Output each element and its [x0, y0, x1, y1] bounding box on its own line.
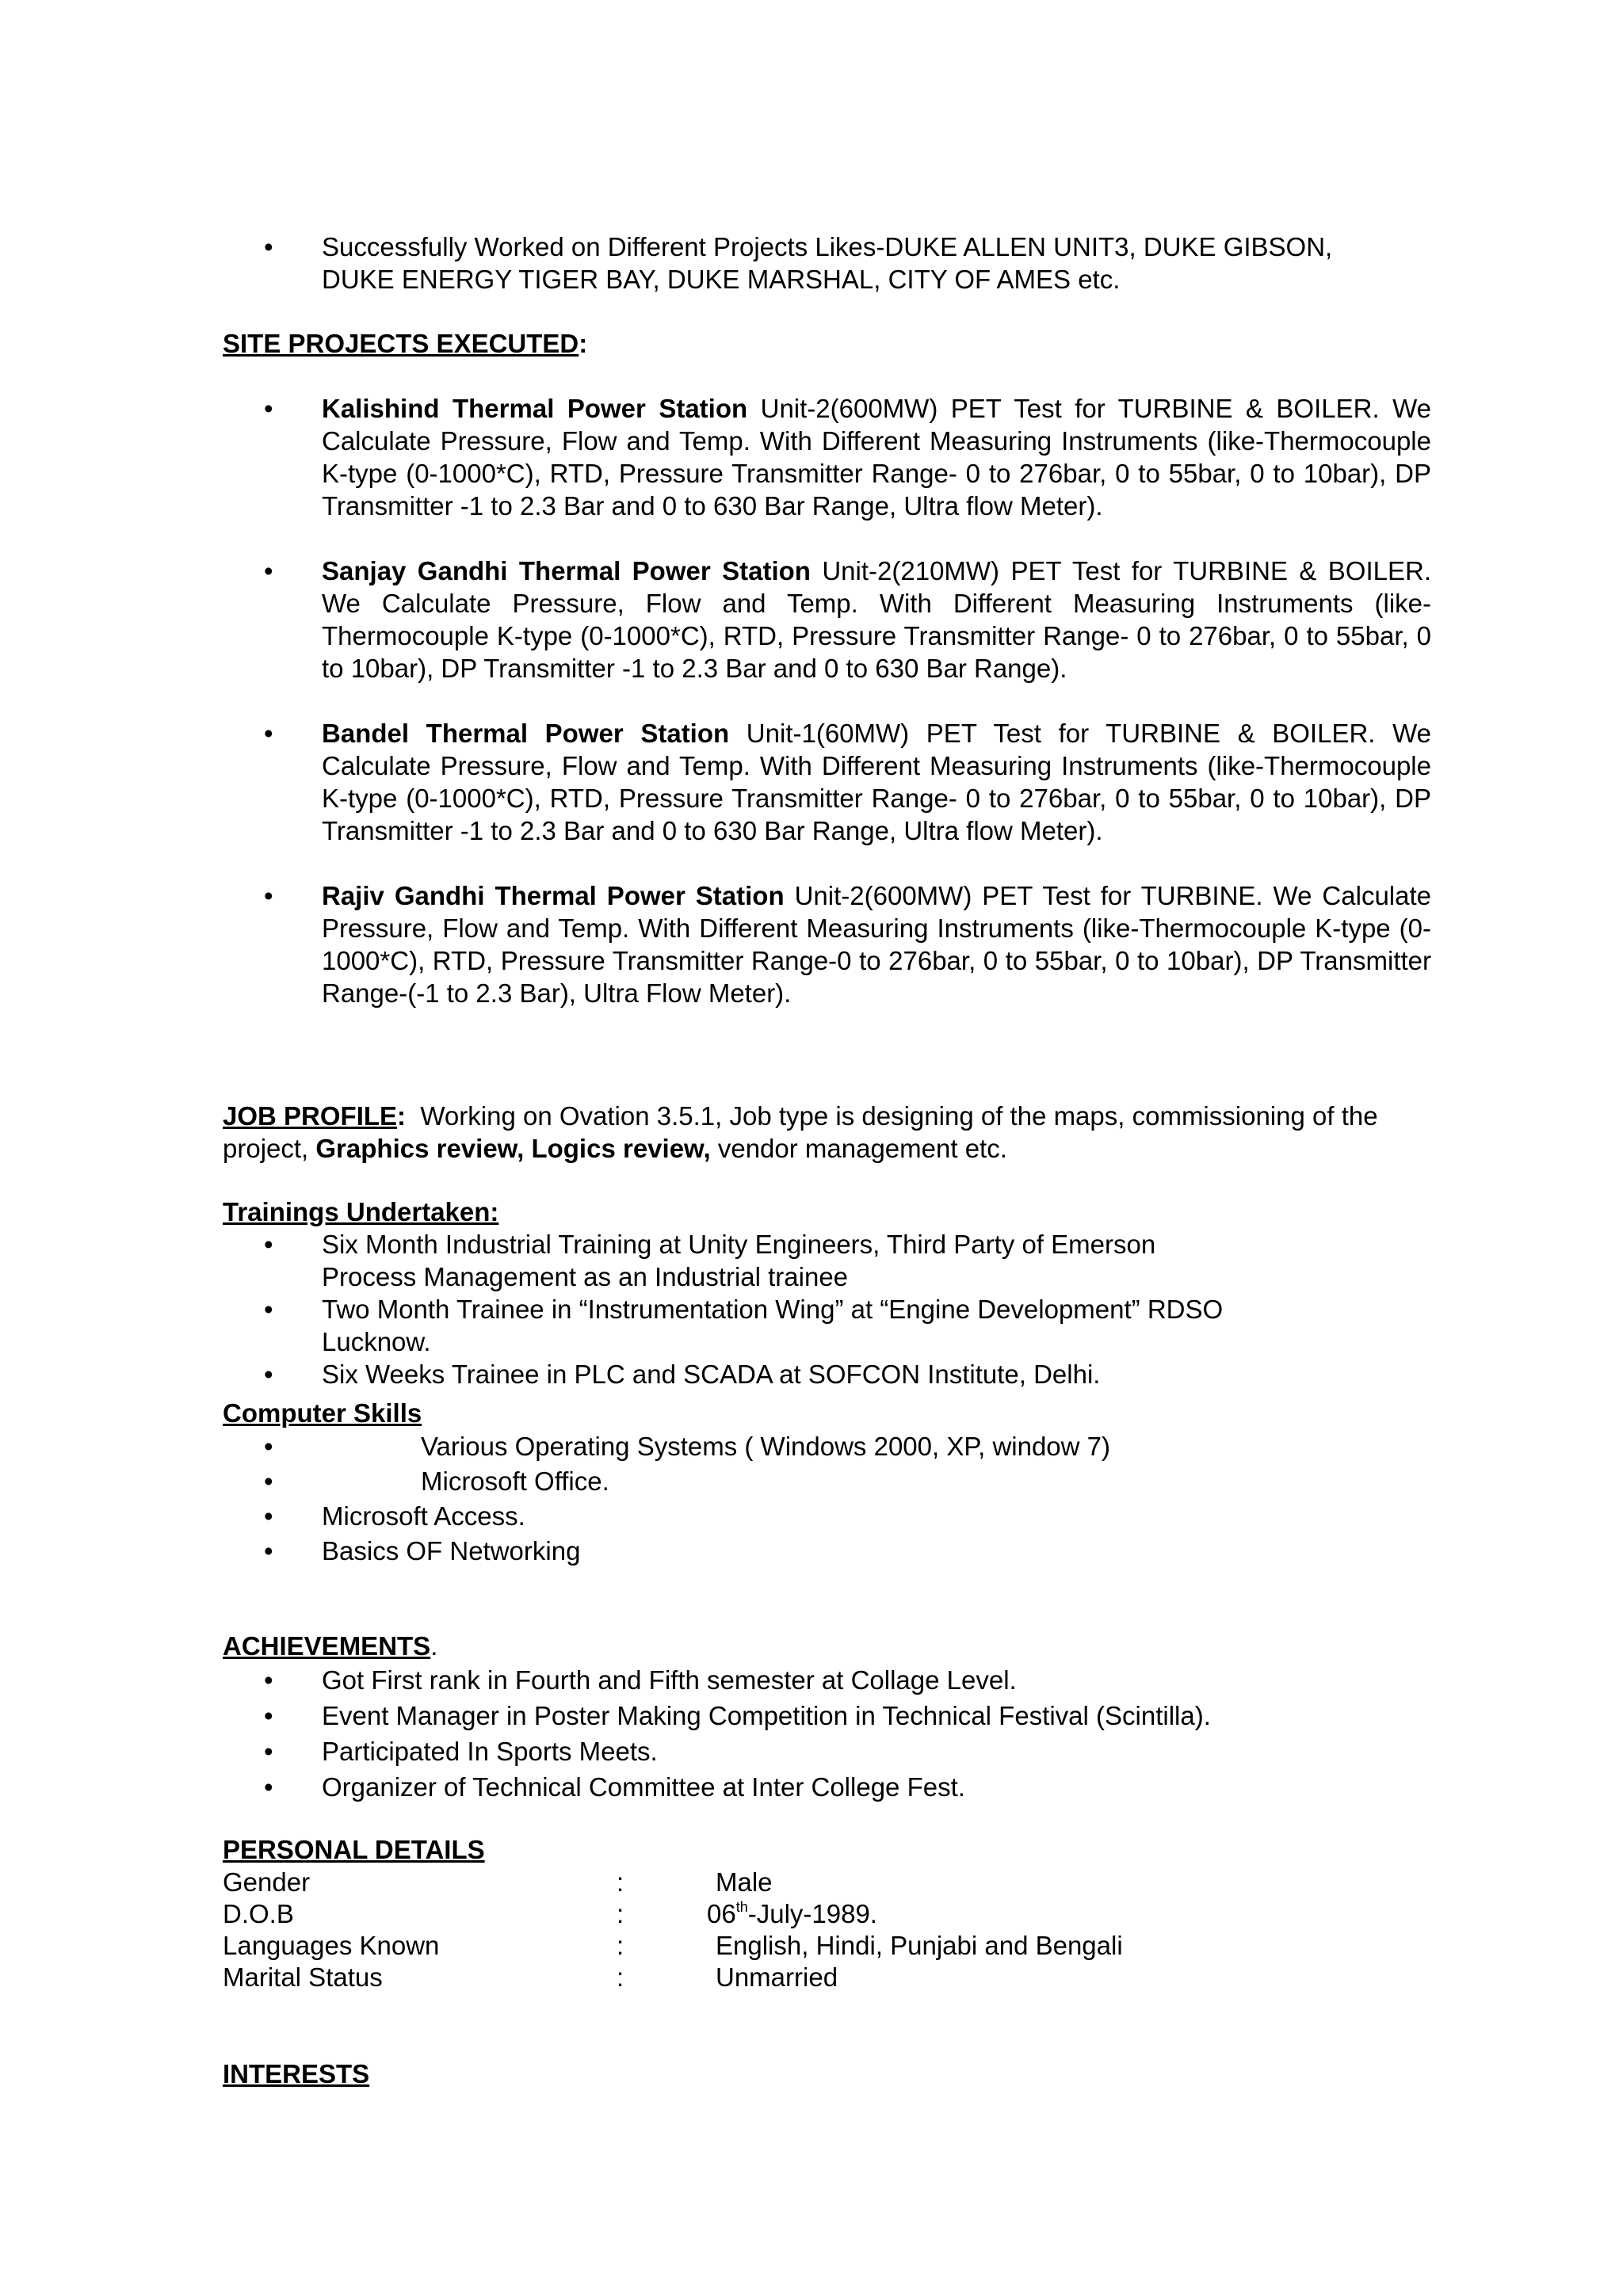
interests-section: [223, 2058, 1431, 2090]
list-item: [223, 231, 1431, 296]
intro-list: [223, 231, 1431, 296]
detail-row-languages: [223, 1929, 1431, 1961]
languages-label: Languages Known: [223, 1931, 440, 1960]
project-description: Unit-2(210MW) PET Test for TURBINE & BOILER. We Calculate Pressure, Flow and Temp. With Different Measuring Instruments (like-Thermocouple K-type (0-1000*C), RTD, Pressure Transmitter Range- 0 to 276bar, 0 to 55bar, 0 to 10bar), DP Transmitter -1 to 2.3 Bar and 0 to 630 Bar Range).: [322, 556, 1431, 683]
heading-colon: :: [579, 329, 588, 358]
gender-label: Gender: [223, 1867, 311, 1897]
dob-rest: -July-1989.: [747, 1899, 877, 1928]
languages-value: English, Hindi, Punjabi and Bengali: [716, 1931, 1123, 1960]
section-heading: [223, 327, 1431, 360]
project-description: Unit-2(600MW) PET Test for TURBINE. We Calculate Pressure, Flow and Temp. With Different Measuring Instruments (like-Thermocouple K-type (0-1000*C), RTD, Pressure Transmitter Range-0 to 276bar, 0 to 55bar, 0 to 10bar), DP Transmitter Range-(-1 to 2.3 Bar), Ultra Flow Meter).: [322, 881, 1432, 1008]
job-profile-heading: JOB PROFILE: [223, 1101, 398, 1131]
job-profile-bold: Graphics review, Logics review,: [315, 1134, 711, 1163]
project-description: Unit-1(60MW) PET Test for TURBINE & BOILER. We Calculate Pressure, Flow and Temp. With Different Measuring Instruments (like-Thermocouple K-type (0-1000*C), RTD, Pressure Transmitter Range- 0 to 276bar, 0 to 55bar, 0 to 10bar), DP Transmitter -1 to 2.3 Bar and 0 to 630 Bar Range, Ultra flow Meter).: [322, 719, 1431, 845]
project-title: Rajiv Gandhi Thermal Power Station: [322, 881, 785, 910]
detail-colon: :: [617, 1931, 624, 1960]
marital-label: Marital Status: [223, 1962, 383, 1992]
job-profile-paragraph: [223, 1100, 1431, 1165]
gender-value: Male: [716, 1867, 773, 1897]
list-item: • Got First rank in Fourth and Fifth semester at Collage Level.: [223, 1662, 1431, 1698]
trainings-list: [223, 1228, 1431, 1390]
trainings-heading: Trainings Undertaken:: [223, 1197, 499, 1226]
dob-ordinal: th: [735, 1899, 748, 1915]
detail-colon: :: [617, 1867, 624, 1897]
achievements-section: [223, 1630, 1431, 1805]
list-item: • Six Weeks Trainee in PLC and SCADA at SOFCON Institute, Delhi.: [223, 1358, 1336, 1390]
trainings-section: [223, 1196, 1431, 1390]
skill-text: Microsoft Office.: [421, 1466, 609, 1496]
project-item-kalishind: [223, 392, 1431, 522]
detail-row-dob: [223, 1897, 1431, 1929]
project-item-bandel: [223, 717, 1431, 847]
personal-details-section: [223, 1833, 1431, 1993]
dob-label: D.O.B: [223, 1899, 294, 1928]
section-heading: [223, 1630, 1431, 1662]
computer-skills-section: [223, 1397, 1431, 1569]
project-title: Sanjay Gandhi Thermal Power Station: [322, 556, 811, 585]
marital-value: Unmarried: [716, 1962, 838, 1992]
detail-row-gender: [223, 1866, 1431, 1897]
list-item: • Six Month Industrial Training at Unity Engineers, Third Party of Emerson Process Management as an Industrial trainee: [223, 1228, 1336, 1293]
job-profile-text-2: vendor management etc.: [710, 1134, 1007, 1163]
site-projects-heading: SITE PROJECTS EXECUTED: [223, 329, 579, 358]
site-projects-list: [223, 392, 1431, 1009]
dob-day: 06: [707, 1899, 736, 1928]
list-item: [223, 1429, 1431, 1464]
skill-text: Various Operating Systems ( Windows 2000, XP, window 7): [421, 1432, 1111, 1461]
intro-section: [223, 231, 1431, 296]
intro-bullet-text: Successfully Worked on Different Projects Likes-DUKE ALLEN UNIT3, DUKE GIBSON, DUKE ENERGY TIGER BAY, DUKE MARSHAL, CITY OF AMES etc.: [322, 232, 1333, 294]
site-projects-list-block: [223, 392, 1431, 1009]
project-title: Bandel Thermal Power Station: [322, 719, 730, 748]
interests-heading: INTERESTS: [223, 2059, 370, 2088]
computer-skills-list: [223, 1429, 1431, 1569]
personal-details-heading: PERSONAL DETAILS: [223, 1835, 485, 1864]
achievements-heading: ACHIEVEMENTS: [223, 1631, 431, 1661]
project-title: Kalishind Thermal Power Station: [322, 394, 748, 423]
heading-period: .: [430, 1631, 438, 1661]
computer-skills-heading: Computer Skills: [223, 1398, 422, 1428]
job-profile-section: [223, 1100, 1431, 1165]
site-projects-section: [223, 327, 1431, 360]
project-description: Unit-2(600MW) PET Test for TURBINE & BOILER. We Calculate Pressure, Flow and Temp. With Different Measuring Instruments (like-Thermocouple K-type (0-1000*C), RTD, Pressure Transmitter Range- 0 to 276bar, 0 to 55bar, 0 to 10bar), DP Transmitter -1 to 2.3 Bar and 0 to 630 Bar Range, Ultra flow Meter).: [322, 394, 1431, 521]
dob-value: [707, 1897, 877, 1930]
achievements-list: [223, 1662, 1431, 1805]
project-item-sanjay-gandhi: [223, 555, 1431, 685]
list-item: • Organizer of Technical Committee at Inter College Fest.: [223, 1769, 1431, 1805]
detail-colon: :: [617, 1899, 624, 1928]
list-item: • Microsoft Access.: [223, 1499, 1431, 1534]
list-item: [223, 1464, 1431, 1499]
job-profile-text-1: Working on Ovation 3.5.1, Job type is designing of the maps, commissioning of the project,: [223, 1101, 1385, 1163]
list-item: • Two Month Trainee in “Instrumentation Wing” at “Engine Development” RDSO Lucknow.: [223, 1293, 1336, 1358]
detail-colon: :: [617, 1962, 624, 1992]
heading-colon: :: [397, 1101, 407, 1131]
list-item: • Participated In Sports Meets.: [223, 1733, 1431, 1769]
list-item: • Event Manager in Poster Making Competition in Technical Festival (Scintilla).: [223, 1698, 1431, 1733]
project-item-rajiv-gandhi: [223, 879, 1431, 1009]
detail-row-marital: [223, 1961, 1431, 1993]
list-item: • Basics OF Networking: [223, 1534, 1431, 1569]
